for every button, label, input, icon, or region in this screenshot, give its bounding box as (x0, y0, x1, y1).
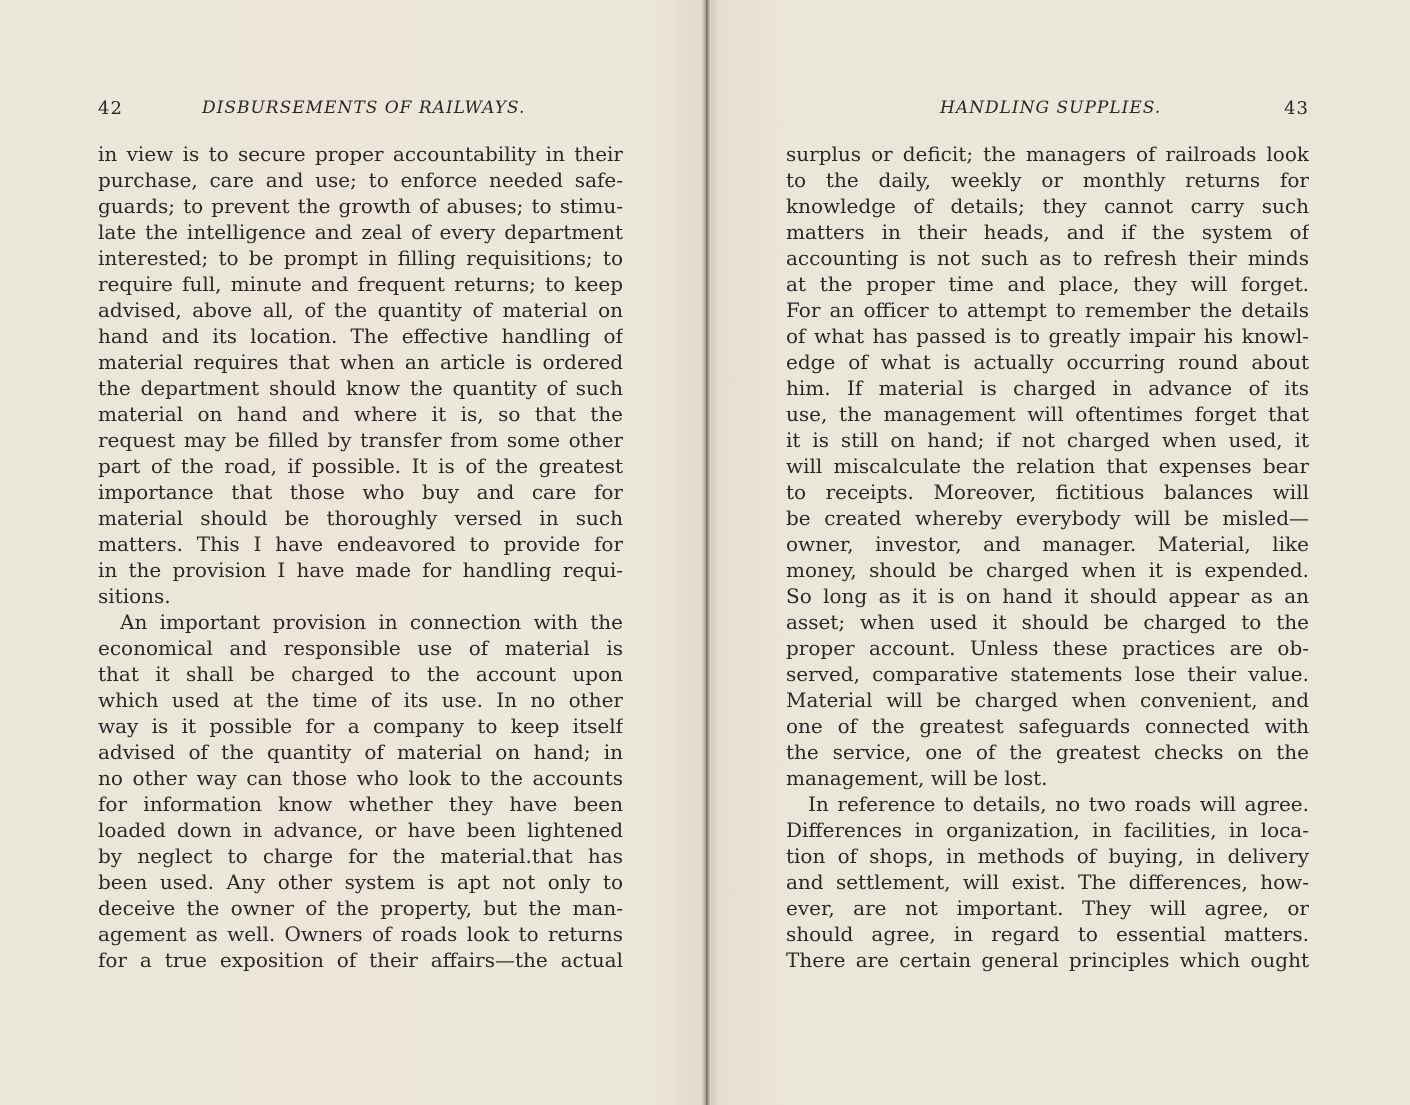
text-line: use, the management will oftentimes forget that (786, 402, 1309, 426)
text-line: that it shall be charged to the account upon (98, 662, 623, 686)
text-line: So long as it is on hand it should appear as an (786, 584, 1309, 608)
text-line: In reference to details, no two roads will agree. (808, 792, 1309, 816)
text-line: loaded down in advance, or have been lightened (98, 818, 623, 842)
text-line: request may be filled by transfer from some other (98, 428, 623, 452)
text-line: by neglect to charge for the material.that has (98, 844, 623, 868)
text-line: it is still on hand; if not charged when used, it (786, 428, 1309, 452)
text-line: Differences in organization, in facilities, in loca- (786, 818, 1309, 842)
text-line: knowledge of details; they cannot carry such (786, 194, 1309, 218)
text-line: of what has passed is to greatly impair his knowl- (786, 324, 1309, 348)
text-line: be created whereby everybody will be misled— (786, 506, 1309, 530)
text-line: advised of the quantity of material on hand; in (98, 740, 623, 764)
text-line: owner, investor, and manager. Material, like (786, 532, 1309, 556)
right-running-head (786, 98, 1309, 122)
text-line: money, should be charged when it is expended. (786, 558, 1309, 582)
text-line: material on hand and where it is, so that the (98, 402, 623, 426)
text-line: agement as well. Owners of roads look to returns (98, 922, 623, 946)
text-line: advised, above all, of the quantity of material on (98, 298, 623, 322)
text-line: material should be thoroughly versed in such (98, 506, 623, 530)
text-line: management, will be lost. (786, 766, 1048, 790)
page-number: 42 (98, 98, 123, 119)
text-line: ever, are not important. They will agree, or (786, 896, 1309, 920)
text-line: to the daily, weekly or monthly returns for (786, 168, 1309, 192)
text-line: the department should know the quantity of such (98, 376, 623, 400)
text-line: for information know whether they have been (98, 792, 623, 816)
page-number: 43 (1284, 98, 1309, 119)
text-line: way is it possible for a company to keep itself (98, 714, 623, 738)
text-line: late the intelligence and zeal of every department (98, 220, 623, 244)
left-body-text (98, 141, 623, 973)
text-line: at the proper time and place, they will forget. (786, 272, 1309, 296)
text-line: sitions. (98, 584, 171, 608)
text-line: in view is to secure proper accountability in their (98, 142, 623, 166)
text-line: proper account. Unless these practices are ob- (786, 636, 1309, 660)
text-line: matters. This I have endeavored to provide for (98, 532, 623, 556)
text-line: guards; to prevent the growth of abuses; to stimu- (98, 194, 623, 218)
text-line: deceive the owner of the property, but the man- (98, 896, 623, 920)
text-line: interested; to be prompt in filling requisitions; to (98, 246, 623, 270)
text-line: tion of shops, in methods of buying, in delivery (786, 844, 1309, 868)
right-page (708, 0, 1410, 1105)
text-line: Material will be charged when convenient, and (786, 688, 1309, 712)
text-line: matters in their heads, and if the system of (786, 220, 1309, 244)
text-line: no other way can those who look to the accounts (98, 766, 623, 790)
text-line: asset; when used it should be charged to the (786, 610, 1309, 634)
text-line: one of the greatest safeguards connected with (786, 714, 1309, 738)
text-line: material requires that when an article is ordered (98, 350, 623, 374)
left-running-head (98, 98, 623, 122)
text-line: been used. Any other system is apt not only to (98, 870, 623, 894)
right-body-text (786, 141, 1309, 973)
text-line: edge of what is actually occurring round about (786, 350, 1309, 374)
text-line: economical and responsible use of material is (98, 636, 623, 660)
text-line: hand and its location. The effective handling of (98, 324, 623, 348)
text-line: will miscalculate the relation that expenses bear (786, 454, 1309, 478)
running-head-title: HANDLING SUPPLIES. (940, 98, 1162, 118)
text-line: importance that those who buy and care for (98, 480, 623, 504)
text-line: There are certain general principles which ought (786, 948, 1309, 972)
text-line: part of the road, if possible. It is of the greatest (98, 454, 623, 478)
text-line: served, comparative statements lose their value. (786, 662, 1309, 686)
text-line: purchase, care and use; to enforce needed safe- (98, 168, 623, 192)
text-line: the service, one of the greatest checks on the (786, 740, 1309, 764)
text-line: should agree, in regard to essential matters. (786, 922, 1309, 946)
running-head-title: DISBURSEMENTS OF RAILWAYS. (202, 98, 526, 118)
text-line: which used at the time of its use. In no other (98, 688, 623, 712)
text-line: in the provision I have made for handling requi- (98, 558, 623, 582)
text-line: him. If material is charged in advance of its (786, 376, 1309, 400)
text-line: require full, minute and frequent returns; to keep (98, 272, 623, 296)
text-line: accounting is not such as to refresh their minds (786, 246, 1309, 270)
text-line: to receipts. Moreover, fictitious balances will (786, 480, 1309, 504)
text-line: and settlement, will exist. The differences, how- (786, 870, 1309, 894)
text-line: for a true exposition of their affairs—the actual (98, 948, 623, 972)
text-line: For an officer to attempt to remember the details (786, 298, 1309, 322)
text-line: surplus or deficit; the managers of railroads look (786, 142, 1309, 166)
text-line: An important provision in connection with the (120, 610, 623, 634)
